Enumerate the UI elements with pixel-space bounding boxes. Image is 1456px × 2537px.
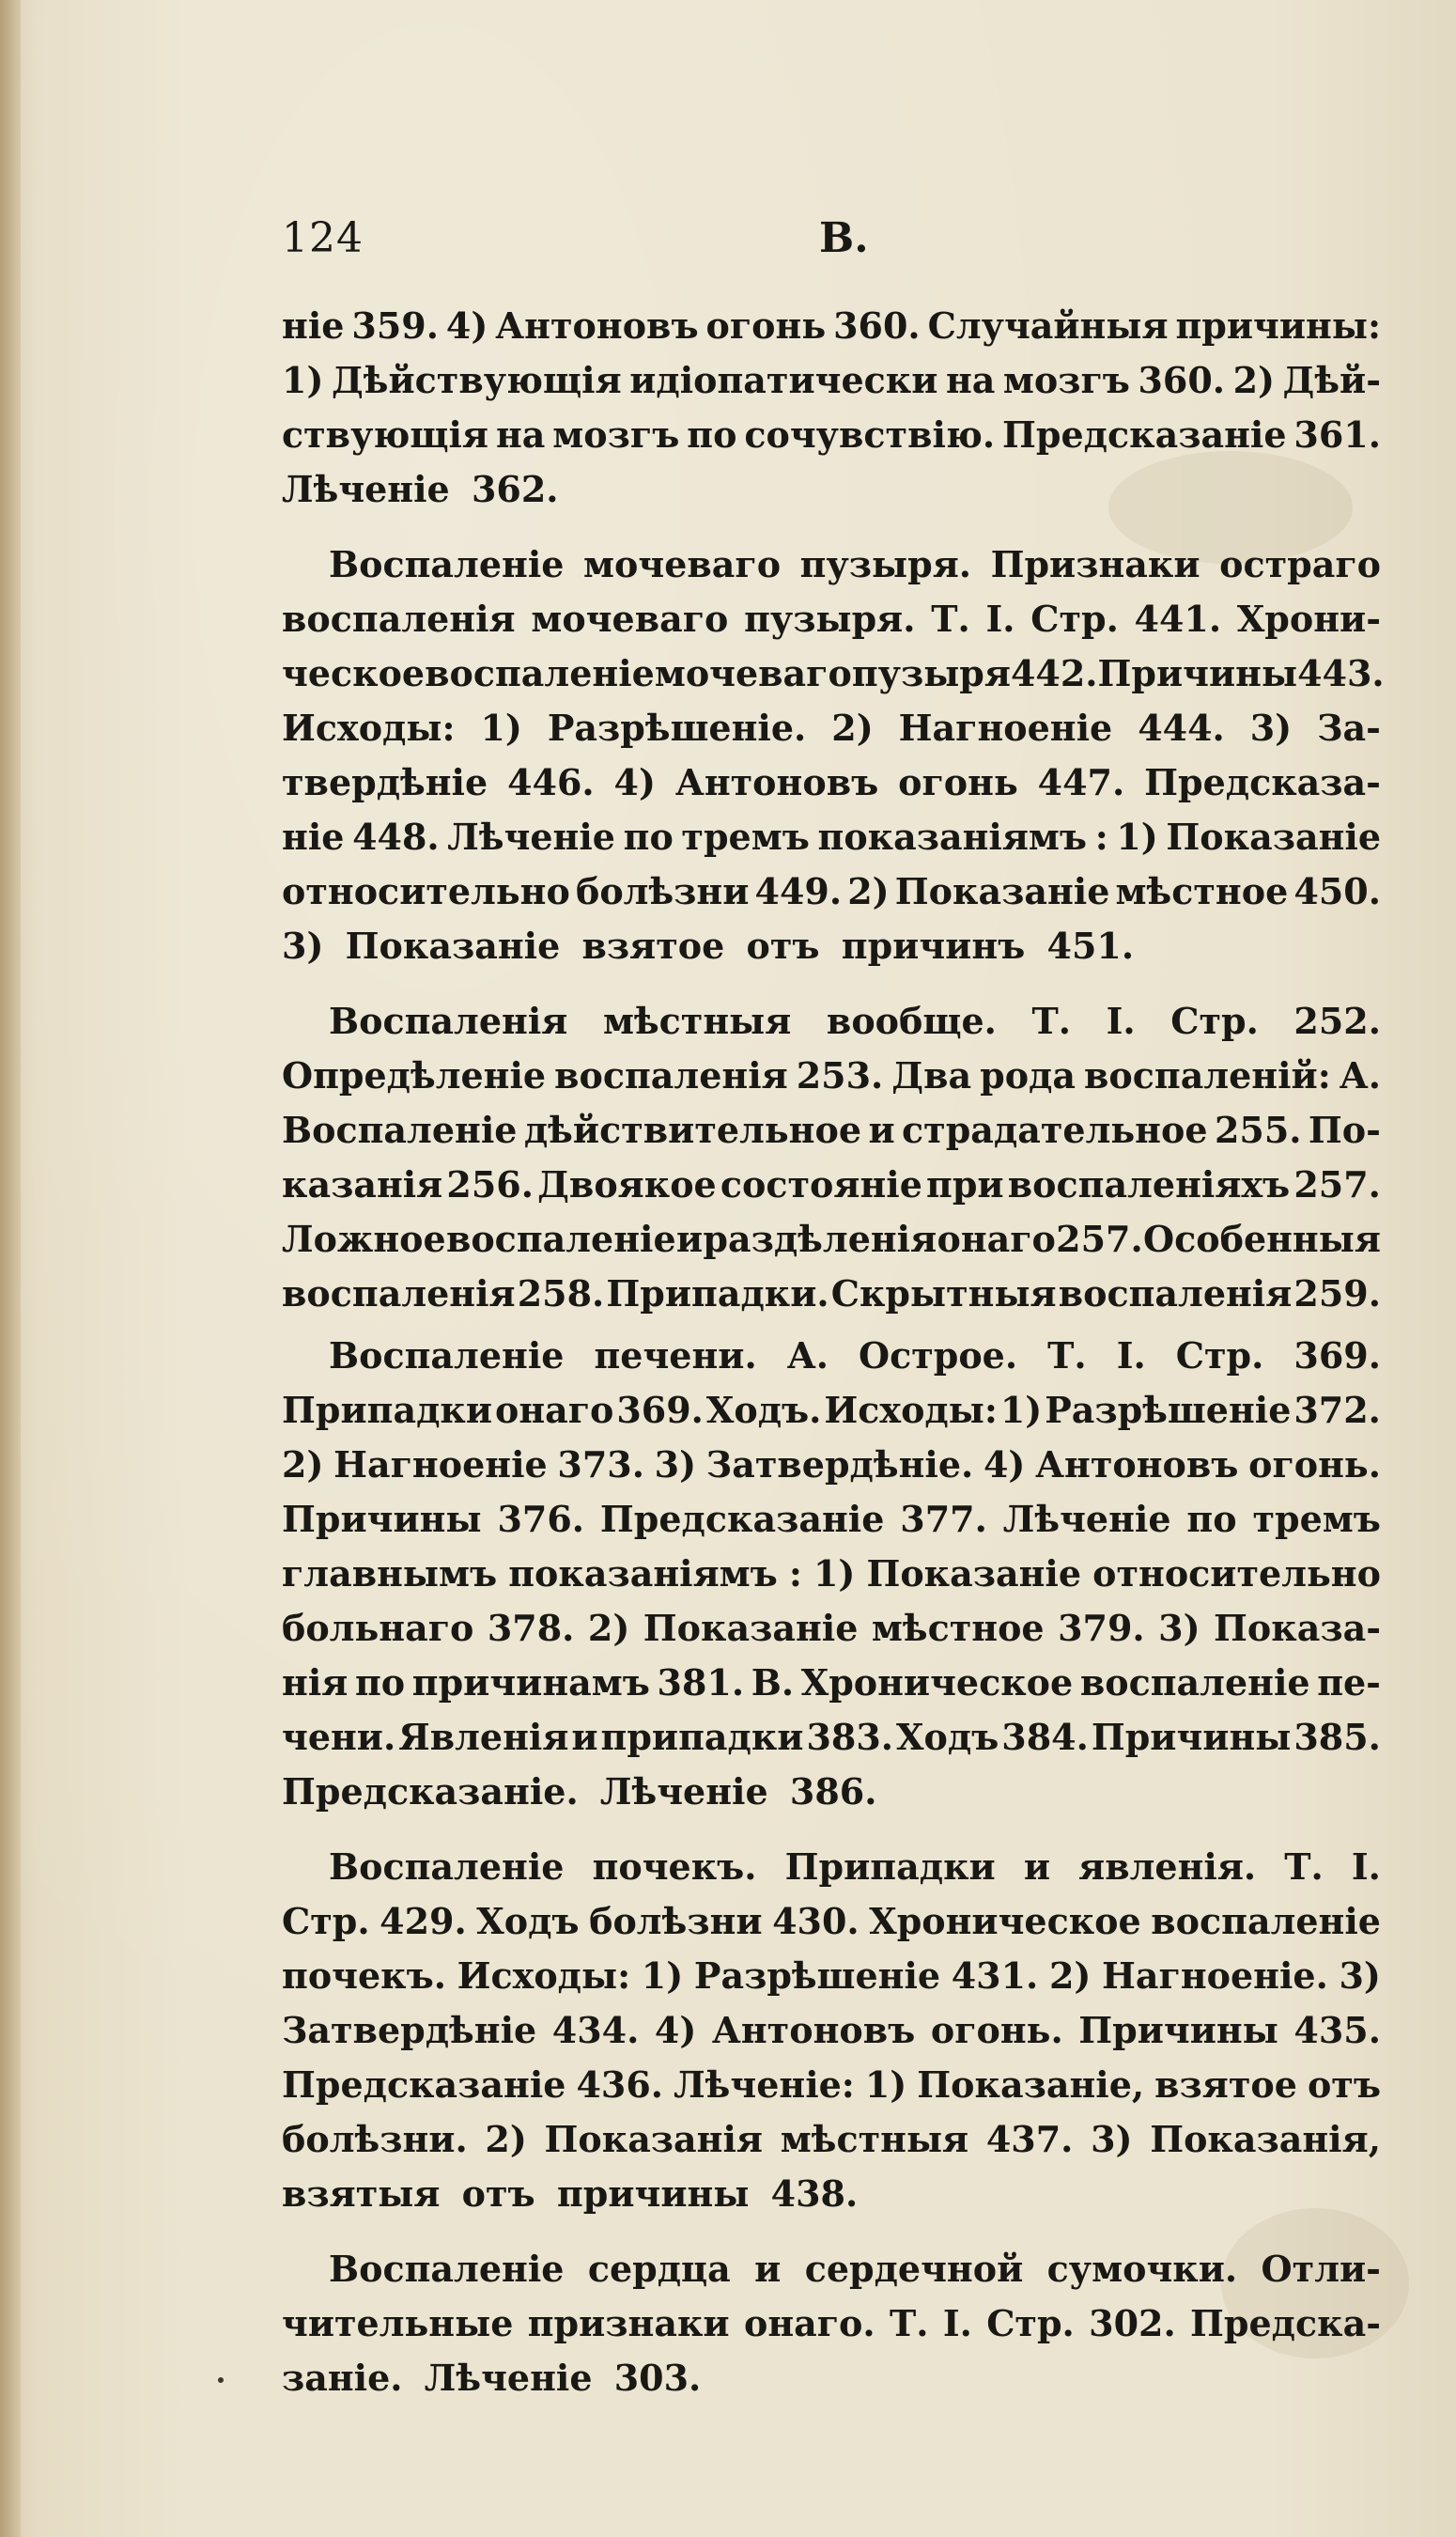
word: 2) xyxy=(1048,1954,1092,1997)
word: явленія. xyxy=(1078,1845,1257,1888)
word: 259. xyxy=(1293,1272,1381,1315)
word: Воспаленіе xyxy=(282,1109,518,1151)
text-line xyxy=(282,864,1381,919)
word: Признаки xyxy=(990,543,1200,585)
word: Нагноеніе. xyxy=(1102,1954,1328,1997)
word: 2) xyxy=(831,707,874,749)
text-line xyxy=(282,1267,1381,1321)
word: чительные xyxy=(282,2302,514,2344)
word: Стр. xyxy=(1175,1334,1264,1377)
text-line xyxy=(282,1158,1381,1212)
word: мозгъ xyxy=(552,413,680,456)
word: огонь. xyxy=(930,2009,1063,2051)
word: Ходъ xyxy=(476,1900,580,1942)
word: Исходы: xyxy=(282,707,456,749)
word: раздѣленія xyxy=(703,1218,937,1260)
word: 2) xyxy=(1232,359,1275,401)
entry-heading-line xyxy=(282,1840,1381,1894)
word: Показаніе xyxy=(643,1607,859,1649)
word: Припадки xyxy=(282,1389,493,1431)
entry-heading-line xyxy=(282,1329,1381,1383)
word: Показа- xyxy=(1214,1607,1381,1649)
text-line xyxy=(282,1103,1381,1158)
word: 429. xyxy=(379,1900,467,1942)
word: казанія xyxy=(282,1163,443,1206)
text-line xyxy=(282,2058,1381,2112)
word: пузыря. xyxy=(744,598,916,640)
word: Т. xyxy=(1047,1334,1087,1377)
word: Показаніе, xyxy=(917,2063,1145,2106)
word: 431. xyxy=(951,1954,1039,1997)
word: больнаго xyxy=(282,1607,474,1649)
word: 2) xyxy=(587,1607,630,1649)
text-line xyxy=(282,1547,1381,1601)
word: Лѣченіе: xyxy=(674,2063,855,2106)
word: онаго xyxy=(937,1218,1056,1260)
word: Предсказаніе xyxy=(599,1498,885,1540)
word: Стр. xyxy=(986,2302,1075,2344)
word: пузыря. xyxy=(799,543,971,585)
word: Т. xyxy=(1284,1845,1324,1888)
word: отъ xyxy=(1307,2063,1381,2106)
word: 385. xyxy=(1293,1716,1381,1758)
word: по xyxy=(1186,1498,1237,1540)
word: Разрѣшеніе xyxy=(693,1954,941,1997)
word: Причины xyxy=(1097,652,1298,694)
word: показаніямъ xyxy=(508,1552,778,1595)
word: и xyxy=(571,1716,598,1758)
word: ствующія xyxy=(282,413,489,456)
word: По- xyxy=(1308,1109,1381,1151)
word: онаго. xyxy=(743,2302,875,2344)
text-line xyxy=(282,1601,1381,1656)
word: при xyxy=(926,1163,1004,1206)
entry-heading-line xyxy=(282,2242,1381,2296)
word: Отли- xyxy=(1261,2248,1381,2290)
word: I. xyxy=(942,2302,972,2344)
word: 3) xyxy=(1158,1607,1200,1649)
word: воспаленія xyxy=(282,1272,516,1315)
word: Хроническое xyxy=(800,1661,1074,1704)
word: Затвердѣніе xyxy=(282,2009,537,2051)
index-entry xyxy=(282,1329,1381,1819)
word: Стр. xyxy=(1170,1000,1259,1042)
word: Лѣченіе xyxy=(447,816,615,858)
word: огонь xyxy=(898,761,1018,803)
word: главнымъ xyxy=(282,1552,498,1595)
word: 359. xyxy=(351,304,439,347)
word: ческое xyxy=(282,652,426,694)
word: 437. xyxy=(985,2118,1074,2160)
word: 257. xyxy=(1293,1163,1381,1206)
word: Т. xyxy=(1031,1000,1071,1042)
word: воспаленіе xyxy=(1151,1900,1381,1942)
word: Антоновъ xyxy=(495,304,699,347)
word: 253. xyxy=(796,1054,884,1097)
word: взятое xyxy=(1154,2063,1297,2106)
word: Хроническое xyxy=(869,1900,1141,1942)
text-line xyxy=(282,1894,1381,1949)
ink-spot xyxy=(218,2377,224,2383)
word: Исходы: xyxy=(824,1389,998,1431)
index-entry xyxy=(282,2242,1381,2405)
word: 376. xyxy=(497,1498,585,1540)
word: Антоновъ xyxy=(711,2009,916,2051)
word: причины: xyxy=(1175,304,1381,347)
word: 4) xyxy=(983,1443,1026,1486)
word: 442. xyxy=(1010,652,1098,694)
word: 4) xyxy=(654,2009,697,2051)
word: 1) xyxy=(282,359,324,401)
word: Исходы: xyxy=(457,1954,631,1997)
word: воспаленій: xyxy=(1084,1054,1331,1097)
word: 441. xyxy=(1134,598,1222,640)
entry-heading-line xyxy=(282,994,1381,1049)
index-entry xyxy=(282,537,1385,973)
word: по xyxy=(354,1661,406,1704)
word: Случайныя xyxy=(927,304,1169,347)
word: 4) xyxy=(613,761,656,803)
word: сердца xyxy=(587,2248,731,2290)
word: 258. xyxy=(517,1272,605,1315)
word: почекъ. xyxy=(592,1845,757,1888)
text-line xyxy=(282,299,1381,353)
word: 383. xyxy=(806,1716,894,1758)
word: тремъ xyxy=(681,816,810,858)
word: Ложное xyxy=(282,1218,446,1260)
word: ніе xyxy=(282,816,345,858)
word: 430. xyxy=(772,1900,860,1942)
word: остраго xyxy=(1219,543,1381,585)
word: Воспаленіе xyxy=(329,1334,565,1377)
word: 381. xyxy=(657,1661,745,1704)
word: идіопатически xyxy=(629,359,938,401)
word: 450. xyxy=(1293,870,1381,912)
word: Показанія, xyxy=(1150,2118,1381,2160)
word: Опредѣленіе xyxy=(282,1054,547,1097)
word: Причины xyxy=(1078,2009,1278,2051)
word: Скрытныя xyxy=(830,1272,1057,1315)
word: Особенныя xyxy=(1143,1218,1381,1260)
word: мѣстное xyxy=(1115,870,1289,912)
word: 3) xyxy=(1091,2118,1133,2160)
word: Воспаленіе xyxy=(329,543,565,585)
word: Показаніе xyxy=(894,870,1110,912)
word: 1) xyxy=(999,1389,1043,1431)
text-line xyxy=(282,1492,1381,1547)
word: В. xyxy=(751,1661,795,1704)
text-line: Предсказаніе. Лѣченіе 386. xyxy=(282,1770,877,1813)
word: Острое. xyxy=(858,1334,1018,1377)
text-line: 3) Показаніе взятое отъ причинъ 451. xyxy=(282,925,1135,967)
word: 1) xyxy=(864,2063,907,2106)
word: Предсказаніе xyxy=(1002,413,1287,456)
text-line xyxy=(282,592,1381,646)
word: воспаленія xyxy=(554,1054,788,1097)
text-line xyxy=(282,701,1381,755)
word: 4) xyxy=(445,304,488,347)
word: Дѣйствующія xyxy=(331,359,622,401)
word: Двоякое xyxy=(537,1163,717,1206)
word: ніе xyxy=(282,304,345,347)
word: на xyxy=(945,359,996,401)
word: 361. xyxy=(1293,413,1381,456)
text-line xyxy=(282,810,1381,864)
word: 446. xyxy=(507,761,595,803)
word: мѣстныя xyxy=(780,2118,969,2160)
word: мѣстныя xyxy=(602,1000,792,1042)
word: пе- xyxy=(1317,1661,1381,1704)
word: и xyxy=(1023,1845,1051,1888)
index-entry xyxy=(282,994,1381,1321)
word: 1) xyxy=(813,1552,856,1595)
word: Т. xyxy=(889,2302,929,2344)
word: Показаніе xyxy=(866,1552,1082,1595)
word: Затвердѣніе. xyxy=(705,1443,974,1486)
word: I. xyxy=(1351,1845,1381,1888)
word: Дѣй- xyxy=(1282,359,1381,401)
word: огонь xyxy=(705,304,827,347)
word: Антоновъ xyxy=(674,761,879,803)
word: Предсказаніе xyxy=(282,2063,566,2106)
word: мочеваго xyxy=(531,598,729,640)
index-text-block xyxy=(282,299,1385,2405)
word: 369. xyxy=(1293,1334,1381,1377)
word: по xyxy=(687,413,737,456)
word: сумочки. xyxy=(1046,2248,1238,2290)
word: и xyxy=(868,1109,895,1151)
word: За- xyxy=(1317,707,1381,749)
word: болѣзни xyxy=(589,1900,763,1942)
word: пузыря xyxy=(851,652,1011,694)
word: : xyxy=(788,1552,802,1595)
word: Воспаленіе xyxy=(329,1845,565,1888)
word: Хрони- xyxy=(1236,598,1381,640)
text-line xyxy=(282,2003,1381,2058)
text-line xyxy=(282,1949,1381,2003)
word: Разрѣшеніе xyxy=(1045,1389,1292,1431)
word: Воспаленіе xyxy=(329,2248,565,2290)
text-line xyxy=(282,1049,1381,1103)
text-line xyxy=(282,1438,1381,1492)
word: показаніямъ xyxy=(817,816,1088,858)
word: Предска- xyxy=(1190,2302,1381,2344)
word: Причины xyxy=(282,1498,482,1540)
word: онаго xyxy=(494,1389,614,1431)
word: Т. xyxy=(931,598,970,640)
word: Причины xyxy=(1091,1716,1292,1758)
word: Предсказа- xyxy=(1144,761,1381,803)
word: Нагноеніе xyxy=(898,707,1113,749)
index-entry xyxy=(282,1840,1381,2221)
word: Показанія xyxy=(544,2118,764,2160)
word: Стр. xyxy=(282,1900,370,1942)
word: 448. xyxy=(352,816,440,858)
word: Стр. xyxy=(1030,598,1119,640)
word: Нагноеніе xyxy=(333,1443,548,1486)
word: 3) xyxy=(654,1443,697,1486)
word: 447. xyxy=(1037,761,1125,803)
word: 1) xyxy=(480,707,522,749)
word: относительно xyxy=(1092,1552,1381,1595)
word: нія xyxy=(282,1661,349,1704)
word: 1) xyxy=(1116,816,1158,858)
word: Явленія xyxy=(398,1716,569,1758)
word: воспаленія xyxy=(282,598,516,640)
text-line xyxy=(282,1710,1381,1765)
word: 360. xyxy=(833,304,921,347)
word: 2) xyxy=(847,870,890,912)
word: 302. xyxy=(1089,2302,1176,2344)
word: 444. xyxy=(1138,707,1225,749)
word: 443. xyxy=(1297,652,1385,694)
word: воспаленіе xyxy=(445,1218,676,1260)
word: 1) xyxy=(641,1954,684,1997)
word: 434. xyxy=(551,2009,640,2051)
word: тремъ xyxy=(1252,1498,1381,1540)
word: : xyxy=(1094,816,1108,858)
word: А. xyxy=(1339,1054,1381,1097)
word: воспаленія xyxy=(1058,1272,1293,1315)
word: сердечной xyxy=(804,2248,1024,2290)
word: 256. xyxy=(446,1163,534,1206)
word: 435. xyxy=(1293,2009,1381,2051)
word: 255. xyxy=(1214,1109,1302,1151)
word: вообще. xyxy=(826,1000,997,1042)
text-line xyxy=(282,1383,1381,1438)
word: по xyxy=(623,816,674,858)
word: 378. xyxy=(487,1607,575,1649)
word: 3) xyxy=(1249,707,1293,749)
word: Припадки. xyxy=(606,1272,829,1315)
word: почекъ. xyxy=(282,1954,446,1997)
word: и xyxy=(754,2248,782,2290)
text-line xyxy=(282,2296,1381,2351)
text-line xyxy=(282,646,1385,701)
word: мѣстное xyxy=(871,1607,1045,1649)
word: чени. xyxy=(282,1716,396,1758)
word: мочеваго xyxy=(583,543,782,585)
word: 384. xyxy=(1001,1716,1089,1758)
word: Показаніе xyxy=(1166,816,1381,858)
index-entry xyxy=(282,299,1381,517)
word: признаки xyxy=(527,2302,730,2344)
word: Ходъ. xyxy=(705,1389,822,1431)
word: рода xyxy=(980,1054,1076,1097)
word: А. xyxy=(786,1334,829,1377)
page-binding-edge xyxy=(0,0,21,2537)
text-line xyxy=(282,353,1381,408)
text-line: заніе. Лѣченіе 303. xyxy=(282,2357,702,2399)
word: Лѣченіе xyxy=(1002,1498,1171,1540)
word: воспаленіяхъ xyxy=(1007,1163,1291,1206)
word: болѣзни. xyxy=(282,2118,468,2160)
word: 3) xyxy=(1339,1954,1381,1997)
word: 377. xyxy=(900,1498,987,1540)
word: 436. xyxy=(576,2063,664,2106)
word: болѣзни xyxy=(575,870,750,912)
word: 379. xyxy=(1058,1607,1145,1649)
word: 2) xyxy=(485,2118,527,2160)
word: состояніе xyxy=(720,1163,922,1206)
word: воспаленіе xyxy=(425,652,655,694)
word: 257. xyxy=(1056,1218,1143,1260)
entry-heading-line xyxy=(282,537,1381,592)
word: Разрѣшеніе. xyxy=(547,707,807,749)
word: 369. xyxy=(616,1389,704,1431)
text-line xyxy=(282,1212,1381,1267)
word: на xyxy=(495,413,546,456)
word: Воспаленія xyxy=(329,1000,568,1042)
word: Два xyxy=(891,1054,972,1097)
text-line xyxy=(282,1656,1381,1710)
word: 252. xyxy=(1293,1000,1381,1042)
text-line xyxy=(282,2112,1381,2167)
running-head: В. xyxy=(819,214,869,262)
word: Антоновъ xyxy=(1035,1443,1239,1486)
word: дѣйствительное xyxy=(523,1109,862,1151)
word: Припадки xyxy=(784,1845,996,1888)
word: относительно xyxy=(282,870,570,912)
word: Ходъ xyxy=(896,1716,999,1758)
word: страдательное xyxy=(902,1109,1208,1151)
text-line: Лѣченіе 362. xyxy=(282,468,559,510)
page-header xyxy=(282,214,1108,280)
word: 373. xyxy=(557,1443,644,1486)
word: воспаленіе xyxy=(1079,1661,1310,1704)
word: I. xyxy=(1116,1334,1146,1377)
word: 449. xyxy=(754,870,843,912)
text-line xyxy=(282,755,1381,810)
word: 2) xyxy=(282,1443,324,1486)
word: I. xyxy=(1106,1000,1136,1042)
page-number: 124 xyxy=(282,214,364,262)
word: мочеваго xyxy=(654,652,852,694)
word: твердѣніе xyxy=(282,761,488,803)
text-line: взятыя отъ причины 438. xyxy=(282,2172,859,2215)
word: мозгъ xyxy=(1002,359,1130,401)
word: сочувствію. xyxy=(744,413,996,456)
word: I. xyxy=(985,598,1015,640)
word: 372. xyxy=(1293,1389,1381,1431)
word: и xyxy=(675,1218,704,1260)
text-line xyxy=(282,408,1381,462)
word: печени. xyxy=(594,1334,757,1377)
word: огонь. xyxy=(1248,1443,1381,1486)
word: причинамъ xyxy=(411,1661,650,1704)
word: 360. xyxy=(1138,359,1226,401)
word: припадки xyxy=(600,1716,804,1758)
